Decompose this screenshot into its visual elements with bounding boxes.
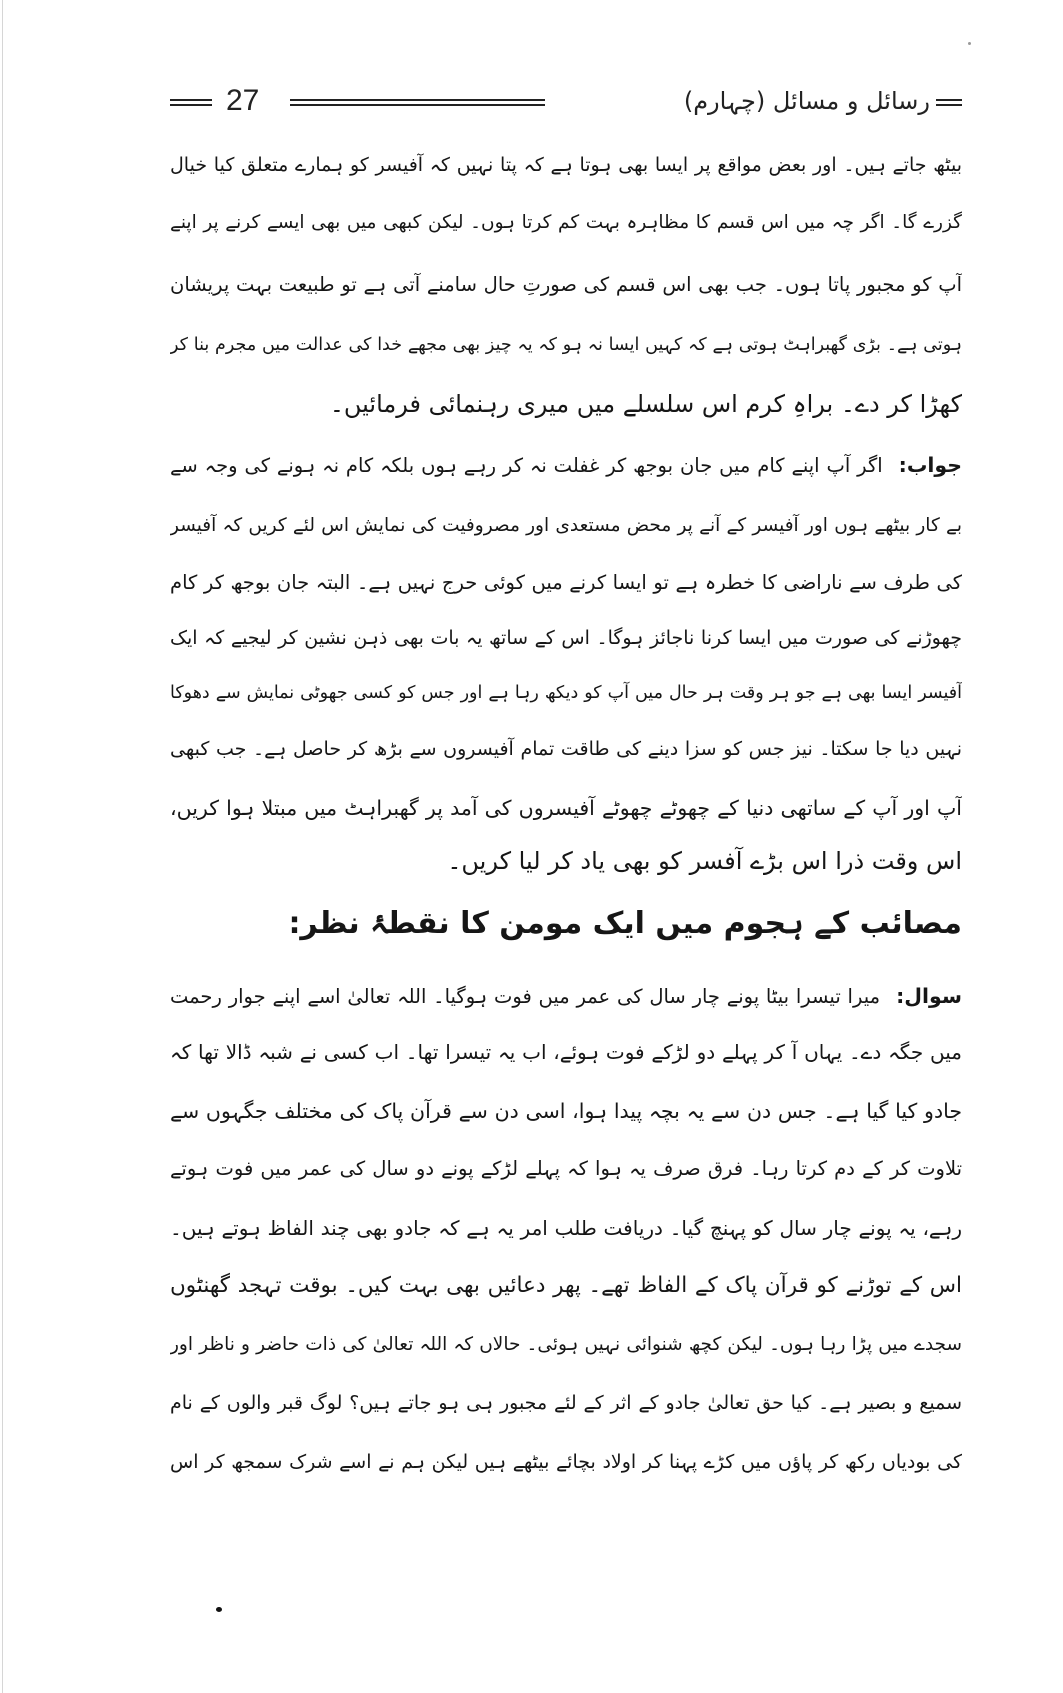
question-line: ہوتی ہے۔ بڑی گھبراہٹ ہوتی ہے کہ کہیں ایسا نہ ہو کہ یہ چیز بھی مجھے خدا کی عدالت میں مجرم بنا کر bbox=[170, 335, 962, 355]
answer-line-text: اگر آپ اپنے کام میں جان بوجھ کر غفلت نہ کر رہے ہوں بلکہ کام نہ ہونے کی وجہ سے bbox=[170, 454, 883, 477]
question-label: سوال: bbox=[896, 984, 962, 1008]
answer-line: کی طرف سے ناراضی کا خطرہ ہے تو ایسا کرنے میں کوئی حرج نہیں ہے۔ البتہ جان بوجھ کر کام bbox=[170, 571, 962, 594]
question-line: بیٹھ جاتے ہیں۔ اور بعض مواقع پر ایسا بھی ہوتا ہے کہ پتا نہیں کہ آفیسر کو ہمارے متعلق کیا خیال bbox=[170, 154, 962, 176]
question2-line: کی بودیاں رکھ کر پاؤں میں کڑے پہنا کر اولاد بچائے بیٹھے ہیں لیکن ہم نے اسے شرک سمجھ کر اس bbox=[170, 1451, 962, 1473]
header-rule-right bbox=[936, 99, 962, 106]
section-heading: مصائب کے ہجوم میں ایک مومن کا نقطۂ نظر: bbox=[288, 906, 962, 941]
answer-line: آفیسر ایسا بھی ہے جو ہر وقت ہر حال میں آپ کو دیکھ رہا ہے اور جس کو کسی جھوٹی نمایش سے دھوکا bbox=[170, 683, 962, 703]
question-line: گزرے گا۔ اگر چہ میں اس قسم کا مظاہرہ بہت کم کرتا ہوں۔ لیکن کبھی میں بھی ایسے کرنے پر اپنے bbox=[170, 212, 962, 233]
scan-edge bbox=[2, 0, 3, 1693]
question2-line: میں جگہ دے۔ یہاں آ کر پہلے دو لڑکے فوت ہوئے، اب یہ تیسرا تھا۔ اب کسی نے شبہ ڈالا تھا کہ bbox=[170, 1040, 962, 1064]
ink-speck-bottom bbox=[216, 1607, 222, 1612]
answer-line: نہیں دیا جا سکتا۔ نیز جس کو سزا دینے کی طاقت تمام آفیسروں سے بڑھ کر حاصل ہے۔ جب کبھی bbox=[170, 738, 962, 760]
question2-line: تلاوت کر کے دم کرتا رہا۔ فرق صرف یہ ہوا کہ پہلے لڑکے پونے دو سال کی عمر میں فوت ہوتے bbox=[170, 1157, 962, 1180]
answer-line: چھوڑنے کی صورت میں ایسا کرنا ناجائز ہوگا۔ اس کے ساتھ یہ بات بھی ذہن نشین کر لیجیے کہ ایک bbox=[170, 627, 962, 649]
answer-label: جواب: bbox=[898, 453, 962, 477]
question-line: آپ کو مجبور پاتا ہوں۔ جب بھی اس قسم کی صورتِ حال سامنے آتی ہے تو طبیعت بہت پریشان bbox=[170, 273, 962, 296]
answer-line: بے کار بیٹھے ہوں اور آفیسر کے آنے پر محض مستعدی اور مصروفیت کی نمایش اس لئے کریں کہ آفیسر bbox=[170, 515, 962, 536]
answer-line: آپ اور آپ کے ساتھی دنیا کے چھوٹے چھوٹے آفیسروں کی آمد پر گھبراہٹ میں مبتلا ہوا کریں، bbox=[170, 796, 962, 820]
answer-line: اس وقت ذرا اس بڑے آفسر کو بھی یاد کر لیا کریں۔ bbox=[447, 847, 962, 875]
page-number: 27 bbox=[226, 84, 260, 117]
answer-first-line bbox=[170, 440, 962, 490]
question2-line-text: میرا تیسرا بیٹا پونے چار سال کی عمر میں فوت ہوگیا۔ اللہ تعالیٰ اسے اپنے جوار رحمت bbox=[170, 985, 881, 1008]
question2-line: رہے، یہ پونے چار سال کو پہنچ گیا۔ دریافت طلب امر یہ ہے کہ جادو بھی چند الفاظ ہوتے ہیں۔ bbox=[170, 1216, 962, 1240]
question2-line: اس کے توڑنے کو قرآن پاک کے الفاظ تھے۔ پھر دعائیں بھی بہت کیں۔ بوقت تہجد گھنٹوں bbox=[170, 1273, 962, 1298]
header-rule-middle bbox=[290, 99, 545, 106]
question2-line: سجدے میں پڑا رہا ہوں۔ لیکن کچھ شنوائی نہیں ہوئی۔ حالاں کہ اللہ تعالیٰ کی ذات حاضر و ناظر اور bbox=[170, 1334, 962, 1355]
question2-line: جادو کیا گیا ہے۔ جس دن سے یہ بچہ پیدا ہوا، اسی دن سے قرآن پاک کی مختلف جگہوں سے bbox=[170, 1099, 962, 1123]
question-line: کھڑا کر دے۔ براہِ کرم اس سلسلے میں میری رہنمائی فرمائیں۔ bbox=[329, 390, 962, 418]
question2-line: سمیع و بصیر ہے۔ کیا حق تعالیٰ جادو کے اثر کے لئے مجبور ہی ہو جاتے ہیں؟ لوگ قبر والوں کے نام bbox=[170, 1392, 962, 1414]
header-rule-left bbox=[170, 99, 212, 106]
ink-speck-top bbox=[968, 42, 971, 45]
question2-first-line bbox=[170, 971, 962, 1021]
running-title: رسائل و مسائل (چہارم) bbox=[683, 87, 930, 115]
